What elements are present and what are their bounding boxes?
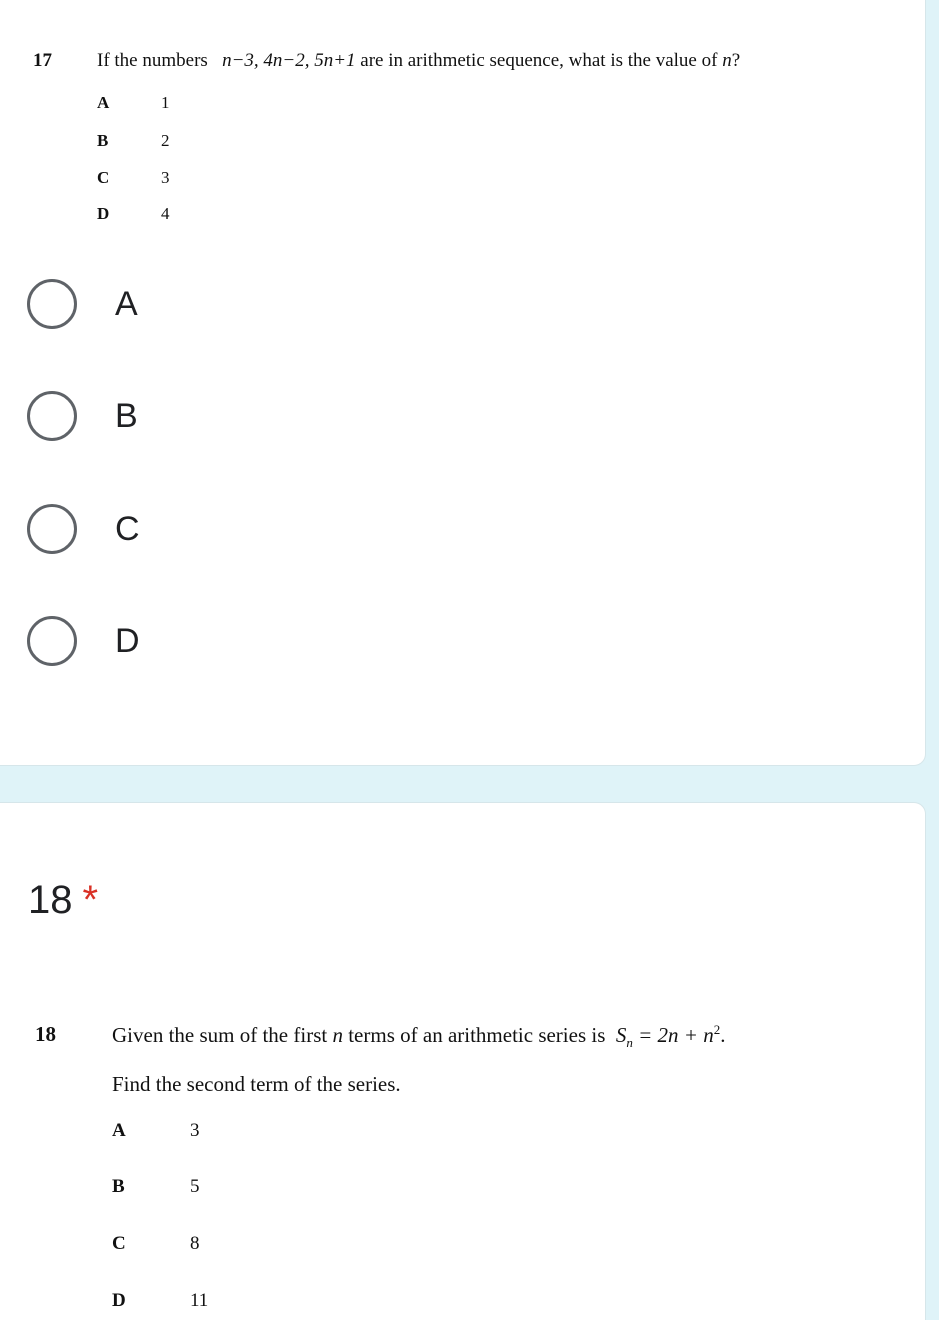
radio-option-c-label: C <box>115 509 140 548</box>
radio-circle-icon[interactable] <box>27 279 77 329</box>
q18-formula-s: S <box>615 1023 627 1047</box>
radio-option-c[interactable] <box>27 501 140 557</box>
q18-formula-sub: n <box>626 1035 633 1051</box>
q18-formula-sup: 2 <box>713 1022 721 1037</box>
q18-var: n <box>332 1023 343 1047</box>
question-17-text <box>97 50 740 72</box>
radio-option-d-label: D <box>115 621 140 660</box>
q18-option-d-value: 11 <box>190 1290 209 1311</box>
q18-option-c-value: 8 <box>190 1233 200 1254</box>
q18-text-prefix: Given the sum of the first <box>112 1023 328 1047</box>
q18-option-b-value: 5 <box>190 1176 200 1197</box>
radio-circle-icon[interactable] <box>27 391 77 441</box>
radio-option-a[interactable] <box>27 276 138 332</box>
q17-var: n <box>722 50 732 71</box>
radio-circle-icon[interactable] <box>27 616 77 666</box>
radio-option-d[interactable] <box>27 613 140 669</box>
question-18-card <box>0 802 926 1320</box>
q17-text-prefix: If the numbers <box>97 50 208 71</box>
q18-option-d-letter: D <box>112 1290 126 1311</box>
question-17-number: 17 <box>33 50 52 71</box>
question-18-number: 18 <box>35 1022 56 1046</box>
q18-formula-end: . <box>720 1023 726 1047</box>
q17-sequence: n−3, 4n−2, 5n+1 <box>222 50 356 71</box>
q17-option-d-letter: D <box>97 204 110 223</box>
radio-option-b[interactable] <box>27 388 138 444</box>
q18-text-mid: terms of an arithmetic series is <box>348 1023 606 1047</box>
q18-option-a-value: 3 <box>190 1120 200 1141</box>
q17-option-a-letter: A <box>97 93 110 112</box>
required-asterisk: * <box>82 878 99 922</box>
q17-option-a-value: 1 <box>161 93 170 112</box>
q18-option-c-letter: C <box>112 1233 126 1254</box>
q18-option-b-letter: B <box>112 1176 125 1197</box>
q17-option-d-value: 4 <box>161 204 170 223</box>
question-18-title-number: 18 <box>28 878 73 922</box>
q17-text-suffix: are in arithmetic sequence, what is the value of <box>360 50 718 71</box>
radio-option-a-label: A <box>115 284 138 323</box>
q17-option-c-letter: C <box>97 168 110 187</box>
radio-circle-icon[interactable] <box>27 504 77 554</box>
q18-formula-rhs: = 2n + n <box>638 1023 714 1047</box>
q17-option-c-value: 3 <box>161 168 170 187</box>
q17-option-b-letter: B <box>97 131 109 150</box>
question-18-line2: Find the second term of the series. <box>112 1072 401 1096</box>
question-18-text <box>112 1022 725 1051</box>
q17-qmark: ? <box>731 50 741 71</box>
question-18-title <box>28 878 98 923</box>
radio-option-b-label: B <box>115 396 138 435</box>
q18-option-a-letter: A <box>112 1120 126 1141</box>
q17-option-b-value: 2 <box>161 131 170 150</box>
